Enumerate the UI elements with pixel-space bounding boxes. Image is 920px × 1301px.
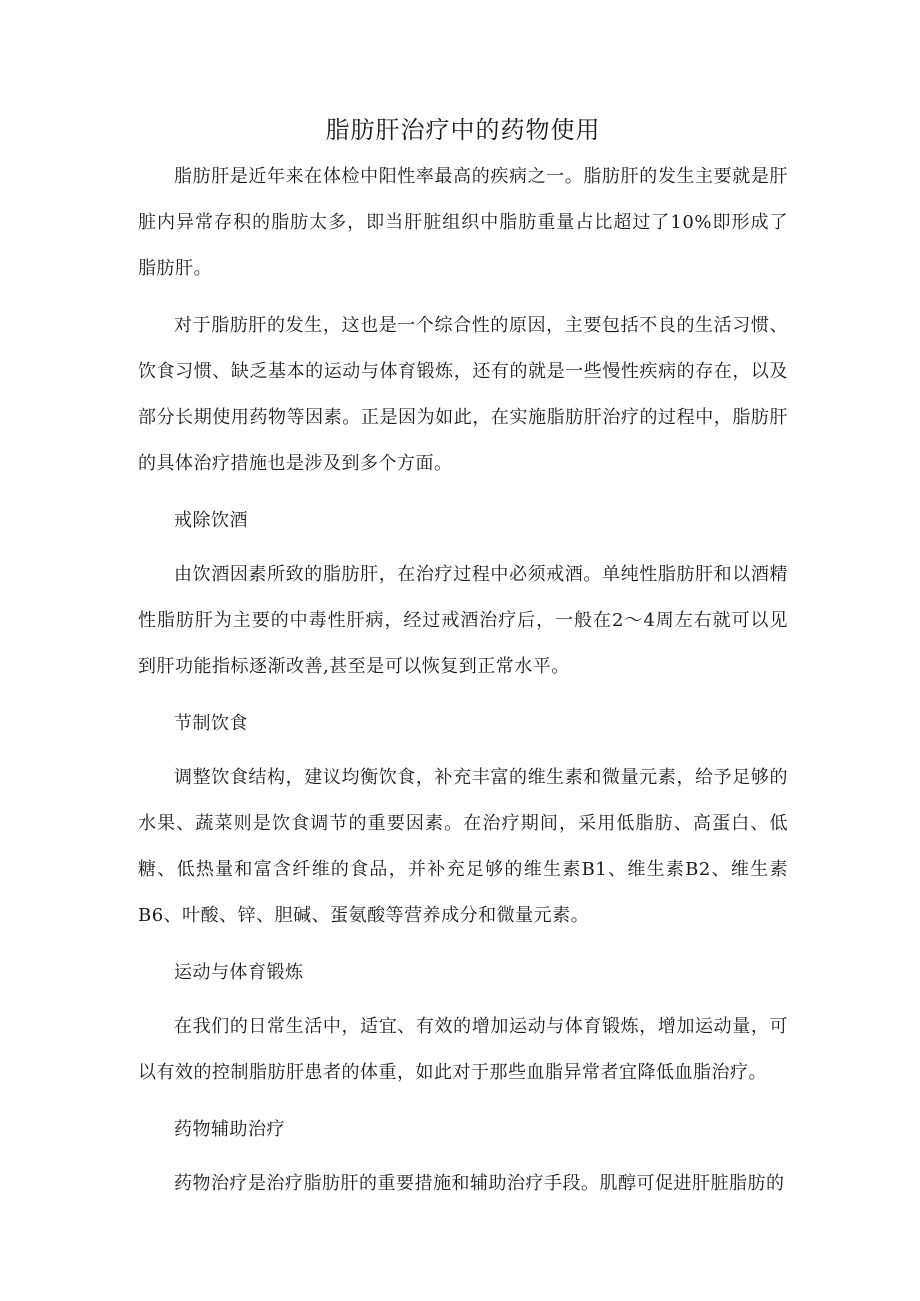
paragraph-causes: 对于脂肪肝的发生，这也是一个综合性的原因，主要包括不良的生活习惯、饮食习惯、缺乏基本的运动与体育锻炼，还有的就是一些慢性疾病的存在，以及部分长期使用药物等因素。正是因为如此，在实施脂肪肝治疗的过程中，脂肪肝的具体治疗措施也是涉及到多个方面。 [138,315,788,474]
section-heading-exercise: 运动与体育锻炼 [174,962,304,983]
paragraph-medication: 药物治疗是治疗脂肪肝的重要措施和辅助治疗手段。肌醇可促进肝脏脂肪的 [174,1173,785,1194]
section-heading-quit-drinking: 戒除饮酒 [174,510,248,531]
paragraph-exercise: 在我们的日常生活中，适宜、有效的增加运动与体育锻炼，增加运动量，可以有效的控制脂肪肝患者的体重，如此对于那些血脂异常者宜降低血脂治疗。 [138,1016,788,1083]
section-heading-diet: 节制饮食 [174,713,248,734]
paragraph-intro: 脂肪肝是近年来在体检中阳性率最高的疾病之一。脂肪肝的发生主要就是肝脏内异常存积的脂肪太多，即当肝脏组织中脂肪重量占比超过了10%即形成了脂肪肝。 [138,166,788,279]
paragraph-diet: 调整饮食结构，建议均衡饮食，补充丰富的维生素和微量元素，给予足够的水果、蔬菜则是饮食调节的重要因素。在治疗期间，采用低脂肪、高蛋白、低糖、低热量和富含纤维的食品，并补充足够的维生素B1、维生素B2、维生素B6、叶酸、锌、胆碱、蛋氨酸等营养成分和微量元素。 [138,767,788,926]
paragraph-quit-drinking: 由饮酒因素所致的脂肪肝，在治疗过程中必须戒酒。单纯性脂肪肝和以酒精性脂肪肝为主要的中毒性肝病，经过戒酒治疗后，一般在2～4周左右就可以见到肝功能指标逐渐改善,甚至是可以恢复到正常水平。 [138,564,788,677]
document-body [138,106,788,1218]
section-heading-medication: 药物辅助治疗 [174,1119,285,1140]
document-title: 脂肪肝治疗中的药物使用 [325,116,601,144]
